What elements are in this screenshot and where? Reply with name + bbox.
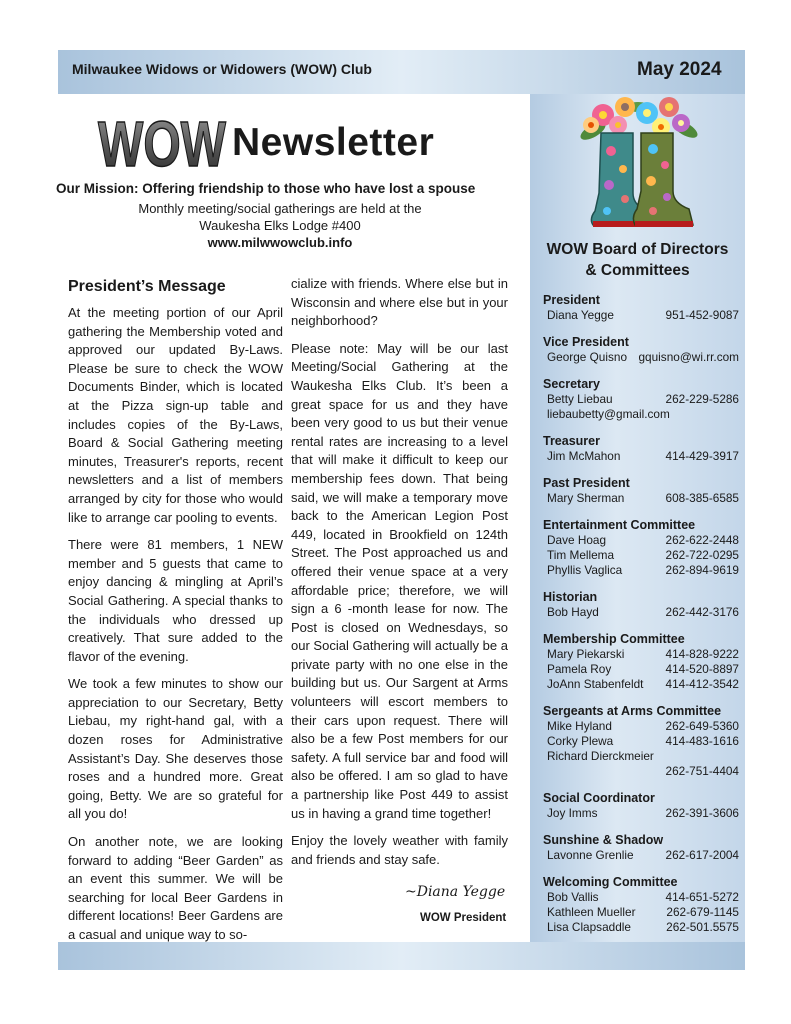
paragraph: cialize with friends. Where else but in Wisconsin and where else but in your neighborhood? [291, 276, 508, 329]
member-contact: 262-722-0295 [665, 548, 739, 562]
board-role [543, 433, 743, 464]
member-name: Joy Imms [547, 806, 598, 820]
member-row [543, 848, 743, 863]
board-role [543, 589, 743, 620]
member-row [543, 605, 743, 620]
role-title: Treasurer [543, 434, 600, 448]
role-title: Social Coordinator [543, 791, 655, 805]
board-role [543, 631, 743, 692]
board-role [543, 790, 743, 821]
member-row [543, 350, 743, 365]
member-row [543, 719, 743, 734]
article-column-2 [291, 275, 508, 878]
member-row [543, 806, 743, 821]
paragraph: At the meeting portion of our April gathering the Membership voted and approved our updated By-Laws. Please be sure to check the WOW Documents Binder, which is located at the Pizza sign-up table and includes copies of the By-Laws, Board & Social Gathering meeting minutes, Treasurer's reports, recent newsletters and a list of members arranged by city for those who would like to arrange car pooling to events. [68, 305, 283, 525]
role-title: Vice President [543, 335, 629, 349]
role-title: Past President [543, 476, 630, 490]
member-row [543, 905, 743, 920]
mission-statement: Our Mission: Offering friendship to those who have lost a spouse [56, 181, 476, 196]
member-name: Corky Plewa [547, 734, 614, 748]
member-name: Tim Mellema [547, 548, 615, 562]
member-row [543, 563, 743, 578]
club-name: Milwaukee Widows or Widowers (WOW) Club [72, 61, 372, 77]
role-title: Entertainment Committee [543, 518, 696, 532]
issue-date: May 2024 [637, 59, 722, 80]
member-contact: gquisno@wi.rr.com [638, 350, 739, 364]
member-contact: 262-442-3176 [665, 605, 739, 619]
member-contact: 414-483-1616 [665, 734, 739, 748]
member-contact: 608-385-6585 [665, 491, 739, 505]
member-contact: 414-412-3542 [665, 677, 739, 691]
board-role [543, 475, 743, 506]
member-contact: 951-452-9087 [665, 308, 739, 322]
member-row [543, 764, 743, 779]
role-title: President [543, 293, 600, 307]
role-title: Membership Committee [543, 632, 685, 646]
member-contact: 414-429-3917 [665, 449, 739, 463]
paragraph: There were 81 members, 1 NEW member and 5 guests that came to enjoy dancing & mingling at April’s Social Gathering. A special thanks to the individuals who dressed up creatively. That sure added to the flavor of the evening. [68, 537, 283, 664]
article-title: President’s Message [68, 278, 226, 295]
meeting-info-line1: Monthly meeting/social gatherings are held at the [138, 201, 422, 216]
member-name: Lavonne Grenlie [547, 848, 634, 862]
member-row [543, 308, 743, 323]
member-contact: 262-649-5360 [665, 719, 739, 733]
member-row [543, 890, 743, 905]
member-name: Phyllis Vaglica [547, 563, 623, 577]
member-contact: 262-501.5575 [666, 920, 739, 934]
member-row [543, 533, 743, 548]
board-title [530, 239, 745, 281]
member-contact: 414-651-5272 [665, 890, 739, 904]
board-role [543, 292, 743, 323]
member-name: Kathleen Mueller [547, 905, 636, 919]
member-row [543, 548, 743, 563]
member-row [543, 734, 743, 749]
member-contact: 262-679-1145 [666, 905, 739, 919]
meeting-info-line2: Waukesha Elks Lodge #400 [199, 218, 361, 233]
member-name: Betty Liebau [547, 392, 613, 406]
wow-logo [95, 104, 230, 180]
member-contact: 414-520-8897 [665, 662, 739, 676]
member-contact: 262-391-3606 [665, 806, 739, 820]
role-title: Sergeants at Arms Committee [543, 704, 722, 718]
member-row [543, 449, 743, 464]
signature: ~Diana Yegge [405, 884, 506, 900]
logo-text: WOW [98, 108, 227, 180]
paragraph: On another note, we are looking forward to adding “Beer Garden” as an event this summer. We will be searching for local Beer Gardens in different locations! Beer Gardens are a casual and unique way to so- [68, 834, 283, 942]
role-title: Welcoming Committee [543, 875, 678, 889]
paragraph: We took a few minutes to show our appreciation to our Secretary, Betty Liebau, my right-hand gal, with a dozen roses for Administrative Assistant’s Day. She deserves those roses and a hundred more. Great going, Betty. We are so grateful for all you do! [68, 676, 283, 822]
member-row [543, 491, 743, 506]
board-title-line2: & Committees [585, 262, 690, 279]
member-name: Richard Dierckmeier [547, 749, 654, 763]
newsletter-title: Newsletter [232, 121, 435, 164]
member-name: Diana Yegge [547, 308, 614, 322]
member-contact: 262-751-4404 [665, 764, 739, 778]
role-title: Historian [543, 590, 598, 604]
member-name: JoAnn Stabenfeldt [547, 677, 644, 691]
flower-boots-image [563, 93, 713, 233]
member-contact: 262-229-5286 [665, 392, 739, 406]
member-name: Pamela Roy [547, 662, 612, 676]
article-column-1 [68, 304, 283, 954]
board-role [543, 874, 743, 935]
member-name: George Quisno [547, 350, 628, 364]
member-name: liebaubetty@gmail.com [547, 407, 670, 421]
member-contact: 414-828-9222 [665, 647, 739, 661]
member-contact: 262-894-9619 [665, 563, 739, 577]
board-role [543, 376, 743, 422]
signature-title: WOW President [420, 912, 507, 924]
member-row [543, 407, 743, 422]
member-name: Mary Sherman [547, 491, 625, 505]
paragraph: Enjoy the lovely weather with family and friends and stay safe. [291, 833, 508, 867]
member-name: Jim McMahon [547, 449, 621, 463]
member-row [543, 392, 743, 407]
board-role [543, 517, 743, 578]
role-title: Secretary [543, 377, 600, 391]
website-link[interactable]: www.milwwowclub.info [207, 235, 353, 250]
member-row [543, 662, 743, 677]
board-role [543, 832, 743, 863]
member-name: Bob Hayd [547, 605, 599, 619]
member-name: Dave Hoag [547, 533, 607, 547]
paragraph: Please note: May will be our last Meeting/Social Gathering at the Waukesha Elks Club. It’s been a great space for us and they have been very good to us but their venue rental rates are increasing to a level that will make it difficult to keep our membership fees down. That being said, we will make a temporary move back to the American Legion Post 449, located in Brookfield on 124th Street. The Post approached us and offered their venue space at a very affordable price; therefore, we will sign a 6 -month lease for now. The Post is closed on Wednesdays, so our Social Gathering will actually be a private party with no one else in the building but us. Our Sargent at Arms volunteers will escort members to their cars upon request. There will also be a few Post members for our safety. A full service bar and food will also be offered. I am so glad to have a partnership like Post 449 to assist us in having a grand time together! [291, 340, 508, 821]
member-row [543, 920, 743, 935]
member-name: Lisa Clapsaddle [547, 920, 631, 934]
member-name: Mike Hyland [547, 719, 612, 733]
board-roles-list [543, 292, 743, 946]
board-role [543, 334, 743, 365]
member-row [543, 749, 743, 764]
member-row [543, 647, 743, 662]
role-title: Sunshine & Shadow [543, 833, 664, 847]
board-title-line1: WOW Board of Directors [546, 241, 729, 258]
member-contact: 262-617-2004 [665, 848, 739, 862]
member-row [543, 677, 743, 692]
member-name: Mary Piekarski [547, 647, 625, 661]
board-role [543, 703, 743, 779]
member-contact: 262-622-2448 [665, 533, 739, 547]
member-name: Bob Vallis [547, 890, 599, 904]
